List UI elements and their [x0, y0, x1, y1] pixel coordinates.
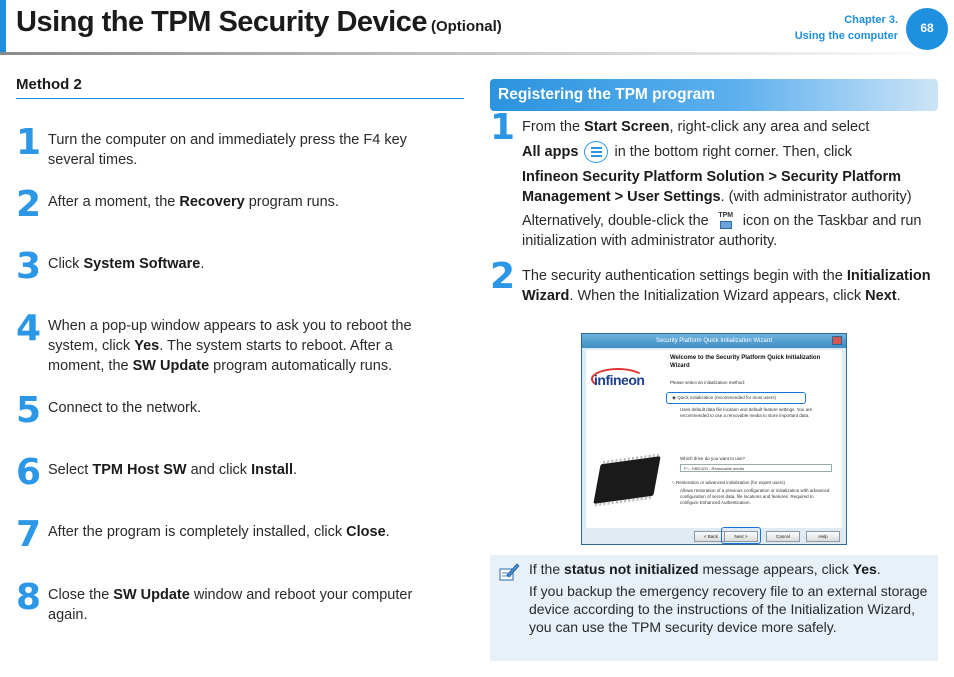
- step-number: 4: [16, 308, 42, 349]
- note-line-2: If you backup the emergency recovery file to an external storage device according to the instructions of the Initialization Wizard, you can use the TPM security device more safely.: [529, 583, 928, 635]
- step-text: Connect to the network.: [48, 400, 202, 416]
- step-number: 6: [16, 452, 42, 493]
- advanced-init-option[interactable]: ○ Restoration or advanced initialization (for expert users): [672, 480, 786, 485]
- advanced-init-description: Allows restoration of a previous configuration or initialization with advanced configuration of secret data, file locations and features. Required to configure Enhanced Authentication.: [680, 488, 830, 505]
- infineon-logo: infineon: [594, 372, 645, 388]
- step-1-alternative: Alternatively, double-click the TPM icon on the Taskbar and run initialization with administrator authority.: [522, 212, 922, 249]
- wizard-next-button[interactable]: Next >: [724, 531, 758, 542]
- step-text: When a pop-up window appears to ask you to reboot the system, click Yes. The system starts to reboot. After a moment, the SW Update program automatically runs.: [48, 318, 412, 374]
- step-text: Click System Software.: [48, 256, 205, 272]
- all-apps-icon: [584, 141, 608, 163]
- registering-section: [490, 79, 938, 111]
- page-title-optional: (Optional): [430, 18, 502, 35]
- step-number: 5: [16, 390, 42, 431]
- page-title: [16, 6, 502, 39]
- step-number: 1: [490, 107, 516, 148]
- chapter-title: Using the computer: [794, 30, 898, 42]
- step-number: 2: [490, 256, 516, 297]
- note-text: [529, 560, 929, 636]
- step-number: 3: [16, 246, 42, 287]
- note-pencil-icon: [498, 561, 520, 583]
- note-line-1: If the status not initialized message appears, click Yes.: [529, 561, 881, 577]
- section-title-bar: Registering the TPM program: [490, 79, 938, 111]
- step-text: [522, 117, 940, 251]
- step-1-line-2: All apps in the bottom right corner. Then, click: [522, 141, 940, 163]
- step-1-line-3: Infineon Security Platform Solution > Security Platform Management > User Settings. (with administrator authority): [522, 169, 912, 205]
- quick-init-option[interactable]: ◉ Quick initialization (recommended for most users): [672, 395, 776, 400]
- wizard-prompt: Please select an initialization method:: [670, 380, 746, 385]
- tpm-chip-image: [593, 456, 660, 504]
- step-number: 7: [16, 514, 42, 555]
- header-accent-bar: [0, 0, 6, 52]
- step-text: After the program is completely installed, click Close.: [48, 524, 390, 540]
- step-number: 2: [16, 184, 42, 225]
- wizard-help-button[interactable]: Help: [806, 531, 840, 542]
- page-title-text: Using the TPM Security Device: [16, 6, 427, 38]
- header-divider: [0, 52, 954, 55]
- step-number: 1: [16, 122, 42, 163]
- wizard-titlebar: Security Platform Quick Initialization Wizard: [582, 334, 846, 348]
- tpm-taskbar-icon: TPM: [717, 212, 735, 230]
- chapter-label: Chapter 3.: [844, 14, 898, 26]
- step-text: Select TPM Host SW and click Install.: [48, 462, 298, 478]
- drive-select[interactable]: F:\ - KBD32G - Removable media: [680, 464, 832, 472]
- wizard-cancel-button[interactable]: Cancel: [766, 531, 800, 542]
- step-number: 8: [16, 577, 42, 618]
- initialization-wizard-screenshot: [581, 333, 847, 545]
- step-text: Close the SW Update window and reboot your computer again.: [48, 587, 413, 623]
- wizard-back-button[interactable]: < Back: [694, 531, 728, 542]
- wizard-heading: Welcome to the Security Platform Quick Initialization Wizard: [670, 355, 821, 369]
- method-2-section: [16, 76, 464, 99]
- step-text: The security authentication settings begin with the Initialization Wizard. When the Initialization Wizard appears, click Next.: [522, 268, 931, 304]
- method-heading: Method 2: [16, 76, 464, 99]
- step-text: After a moment, the Recovery program runs.: [48, 194, 339, 210]
- wizard-body: [586, 350, 842, 528]
- quick-init-description: Uses default data file location and default feature settings. You are recommended to use a removable media to store important data.: [680, 407, 813, 418]
- step-1-line-1: From the Start Screen, right-click any area and select: [522, 119, 870, 135]
- note-box: [490, 555, 938, 661]
- wizard-close-icon: [832, 336, 842, 345]
- page-number-badge: 68: [906, 8, 948, 50]
- chapter-info: [795, 12, 898, 44]
- drive-label: Which drive do you want to use?: [680, 456, 746, 461]
- step-text: Turn the computer on and immediately press the F4 key several times.: [48, 132, 407, 168]
